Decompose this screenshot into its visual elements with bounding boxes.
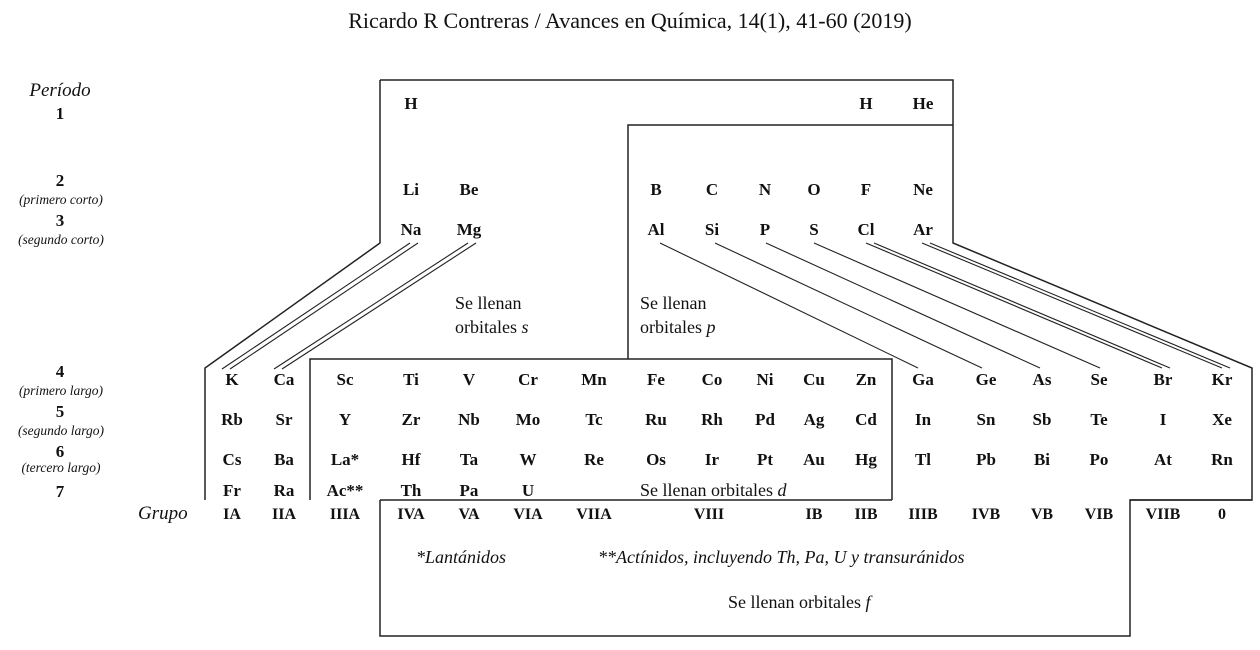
element-cell: Ni: [756, 370, 774, 389]
element-cell: Cu: [803, 370, 825, 389]
element-cell: Fr: [223, 481, 241, 500]
element-cell: In: [914, 410, 932, 429]
element-cell: Y: [338, 410, 352, 429]
period-subtitle: (primero largo): [18, 383, 104, 398]
period-number: 3: [55, 211, 65, 230]
element-cell: Be: [459, 180, 479, 199]
element-cell: Li: [402, 180, 420, 199]
group-label: VIII: [693, 506, 725, 523]
element-cell: Re: [584, 450, 604, 469]
element-cell: He: [912, 94, 934, 113]
period-number: 1: [55, 104, 65, 123]
group-label: VIA: [513, 506, 543, 523]
actinides-footnote: **Actínidos, incluyendo Th, Pa, U y transuránidos: [598, 547, 965, 567]
element-cell: Se: [1090, 370, 1108, 389]
element-cell: Ba: [274, 450, 294, 469]
element-cell: Sb: [1032, 410, 1052, 429]
connector-line: [274, 243, 468, 369]
element-cell: Sc: [336, 370, 354, 389]
period-subtitle: (tercero largo): [21, 460, 101, 475]
element-cell: N: [758, 180, 772, 199]
element-cell: Nb: [458, 410, 480, 429]
element-cell: Ir: [704, 450, 720, 469]
group-label: VB: [1030, 506, 1054, 523]
element-cell: Po: [1089, 450, 1109, 469]
element-cell: As: [1032, 370, 1052, 389]
element-cell: Hf: [401, 450, 421, 469]
group-label: IIIA: [329, 506, 361, 523]
connector-line: [222, 243, 410, 369]
period-subtitle: (primero corto): [19, 192, 103, 207]
element-cell: Fe: [647, 370, 665, 389]
element-cell: I: [1159, 410, 1167, 429]
element-cell: Tl: [914, 450, 932, 469]
element-cell: Bi: [1033, 450, 1051, 469]
element-cell: V: [462, 370, 476, 389]
element-cell: H: [404, 94, 418, 113]
element-cell: Rb: [221, 410, 243, 429]
element-cell: Ag: [803, 410, 825, 429]
element-cell: Pb: [976, 450, 996, 469]
connector-line: [930, 243, 1230, 368]
connector-line: [715, 243, 982, 368]
element-cell: K: [225, 370, 239, 389]
element-cell: O: [807, 180, 821, 199]
connector-line: [814, 243, 1100, 368]
element-cell: Cl: [857, 220, 875, 239]
f-block-note: Se llenan orbitales f: [728, 592, 871, 612]
s-block-note-line2: orbitales s: [455, 317, 529, 337]
group-label: 0: [1218, 506, 1226, 523]
element-cell: Ta: [459, 450, 479, 469]
element-cell: Ne: [913, 180, 933, 199]
element-cell: Sn: [976, 410, 996, 429]
p-block-note-line1: Se llenan: [640, 293, 707, 313]
element-cell: Ti: [403, 370, 419, 389]
element-cell: Pd: [755, 410, 775, 429]
group-label: VIIA: [576, 506, 612, 523]
element-cell: W: [519, 450, 537, 469]
element-cell: Au: [803, 450, 825, 469]
element-cell: S: [809, 220, 819, 239]
element-cell: Os: [646, 450, 666, 469]
s-block-note-line1: Se llenan: [455, 293, 522, 313]
element-cell: Te: [1090, 410, 1108, 429]
page-header: Ricardo R Contreras / Avances en Química, 14(1), 41-60 (2019): [348, 8, 912, 33]
element-cell: F: [860, 180, 872, 199]
element-cell: Zn: [855, 370, 877, 389]
connector-line: [866, 243, 1162, 368]
period-number: 7: [55, 482, 65, 501]
element-cell: Ca: [273, 370, 295, 389]
element-cell: Kr: [1211, 370, 1233, 389]
group-label: IB: [805, 506, 823, 523]
connector-line: [922, 243, 1222, 368]
element-cell: Na: [400, 220, 422, 239]
element-cell: Al: [647, 220, 665, 239]
element-cell: Cs: [222, 450, 242, 469]
element-cell: U: [521, 481, 535, 500]
period-subtitle: (segundo corto): [18, 232, 104, 247]
group-label: IVA: [397, 506, 425, 523]
element-cell: B: [650, 180, 662, 199]
element-cell: Ra: [273, 481, 295, 500]
group-label: VA: [458, 506, 480, 523]
p-block-note-line2: orbitales p: [640, 317, 716, 337]
d-block-note: Se llenan orbitales d: [640, 480, 787, 500]
group-label: VIB: [1084, 506, 1114, 523]
element-cell: Rn: [1211, 450, 1233, 469]
element-cell: Cr: [518, 370, 538, 389]
element-cell: Ga: [912, 370, 934, 389]
group-axis-title: Grupo: [138, 503, 188, 524]
element-cell: Mg: [456, 220, 482, 239]
period-number: 4: [55, 362, 65, 381]
element-cell: Sr: [275, 410, 293, 429]
connector-line: [874, 243, 1170, 368]
element-cell: Th: [400, 481, 422, 500]
element-cell: C: [705, 180, 719, 199]
group-label: IIB: [854, 506, 878, 523]
connector-line: [230, 243, 418, 369]
element-cell: Zr: [401, 410, 421, 429]
group-label: IVB: [971, 506, 1001, 523]
element-cell: Mn: [581, 370, 607, 389]
period-subtitle: (segundo largo): [17, 423, 105, 438]
period-number: 6: [55, 442, 65, 461]
lanthanides-footnote: *Lantánidos: [416, 547, 507, 567]
period-axis-title: Período: [29, 80, 91, 101]
element-cell: Ge: [975, 370, 997, 389]
element-cell: Pt: [756, 450, 774, 469]
period-number: 5: [55, 402, 65, 421]
element-cell: Co: [701, 370, 723, 389]
connector-line: [282, 243, 476, 369]
group-label: VIIB: [1145, 506, 1181, 523]
element-cell: Hg: [855, 450, 877, 469]
element-cell: Mo: [515, 410, 541, 429]
element-cell: Si: [704, 220, 720, 239]
element-cell: Tc: [585, 410, 603, 429]
element-cell: Br: [1153, 370, 1173, 389]
group-label: IA: [223, 506, 241, 523]
element-cell: La*: [330, 450, 360, 469]
element-cell: P: [759, 220, 771, 239]
s-block-outline: [205, 80, 380, 500]
element-cell: Pa: [459, 481, 479, 500]
element-cell: Xe: [1212, 410, 1232, 429]
element-cell: At: [1154, 450, 1172, 469]
element-cell: H: [859, 94, 873, 113]
period-number: 2: [55, 171, 65, 190]
element-cell: Cd: [855, 410, 877, 429]
group-label: IIIB: [908, 506, 938, 523]
element-cell: Ar: [913, 220, 933, 239]
element-cell: Ac**: [326, 481, 364, 500]
group-label: IIA: [271, 506, 296, 523]
element-cell: Ru: [645, 410, 667, 429]
element-cell: Rh: [701, 410, 723, 429]
